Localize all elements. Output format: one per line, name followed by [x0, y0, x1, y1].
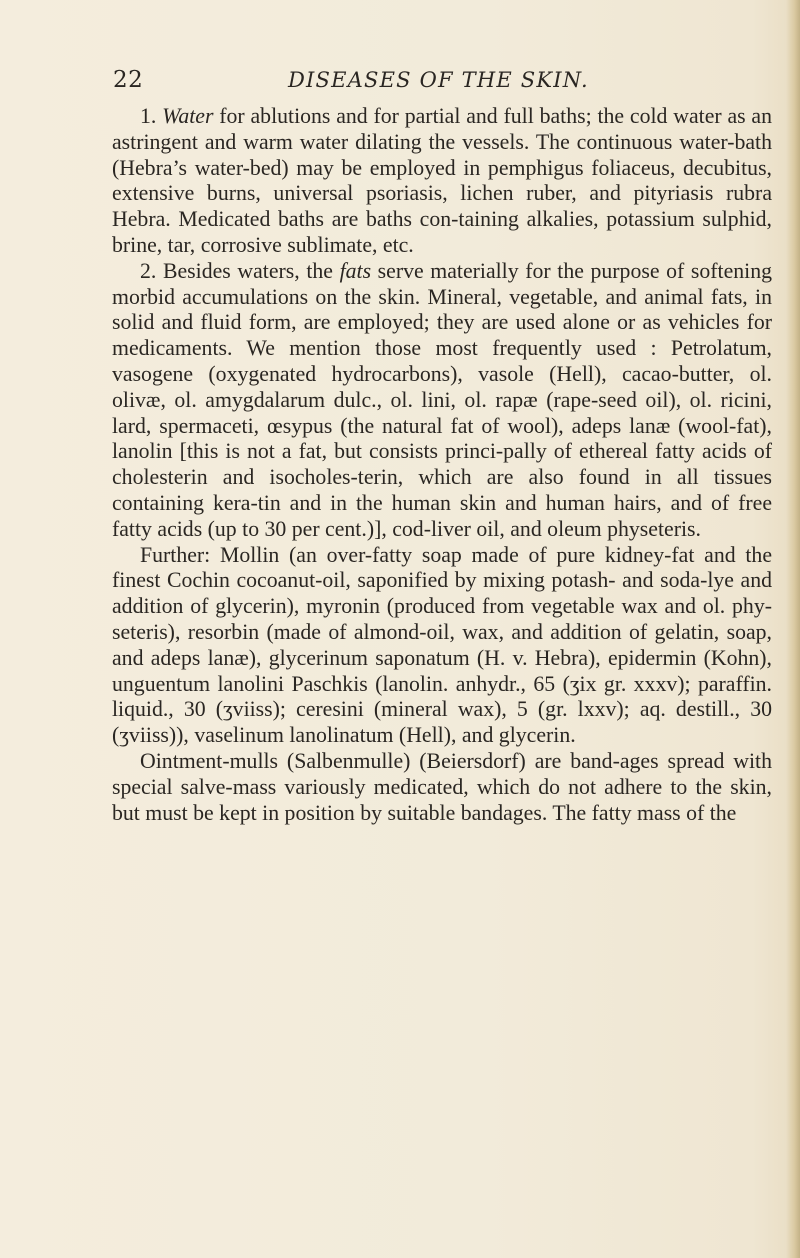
- paragraph-lead: 1.: [140, 104, 163, 128]
- page-edge-shadow: [786, 0, 800, 1258]
- paragraph-text: Ointment-mulls (Salbenmulle) (Beiersdorf) are band-ages spread with special salve-mass variously medicated, which do not adhere to the skin, but must be kept in position by suitable bandages. The fatty mass of the: [112, 748, 772, 825]
- page-header: [0, 66, 800, 96]
- paragraph-further: [112, 543, 772, 749]
- paragraph-ointment-mulls: [112, 749, 772, 826]
- emphasis-water: Water: [162, 104, 214, 128]
- paragraph-text: serve materially for the purpose of softening morbid accumulations on the skin. Mineral, vegetable, and animal fats, in solid and fluid form, are employed; they are used alone or as vehicles for medicaments. We mention those most frequently used : Petrolatum, vasogene (oxygenated hydrocarbons), vasole (Hell), cacao-butter, ol. olivæ, ol. amygdalarum dulc., ol. lini, ol. rapæ (rape-seed oil), ol. ricini, lard, spermaceti, œsypus (the natural fat of wool), adeps lanæ (wool-fat), lanolin [this is not a fat, but consists princi-pally of ethereal fatty acids of cholesterin and isocholes-terin, which are also found in all tissues containing kera-tin and in the human skin and human hairs, and of free fatty acids (up to 30 per cent.)], cod-liver oil, and oleum physeteris.: [112, 258, 772, 541]
- paragraph-fats: [112, 259, 772, 543]
- paragraph-lead: 2. Besides waters, the: [140, 258, 340, 283]
- paragraph-text: for ablutions and for partial and full baths; the cold water as an astringent and warm water dilating the vessels. The continuous water-bath (Hebra’s water-bed) may be employed in pemphigus foliaceus, decubitus, extensive burns, universal psoriasis, lichen ruber, and pityriasis rubra Hebra. Medicated baths are baths con-taining alkalies, potassium sulphid, brine, tar, corrosive sublimate, etc.: [112, 104, 772, 257]
- page-number: 22: [113, 67, 144, 93]
- body-text: [112, 104, 772, 826]
- emphasis-fats: fats: [339, 258, 372, 283]
- running-title: DISEASES OF THE SKIN.: [288, 68, 589, 92]
- paragraph-water: [112, 104, 772, 259]
- paragraph-text: Further: Mollin (an over-fatty soap made of pure kidney-fat and the finest Cochin cocoanut-oil, saponified by mixing potash- and soda-lye and addition of glycerin), myronin (produced from vegetable wax and ol. phy-seteris), resorbin (made of almond-oil, wax, and addition of gelatin, soap, and adeps lanæ), glycerinum saponatum (H. v. Hebra), epidermin (Kohn), unguentum lanolini Paschkis (lanolin. anhydr., 65 (ʒix gr. xxxv); paraffin. liquid., 30 (ʒviiss); ceresini (mineral wax), 5 (gr. lxxv); aq. destill., 30 (ʒviiss)), vaselinum lanolinatum (Hell), and glycerin.: [112, 542, 772, 748]
